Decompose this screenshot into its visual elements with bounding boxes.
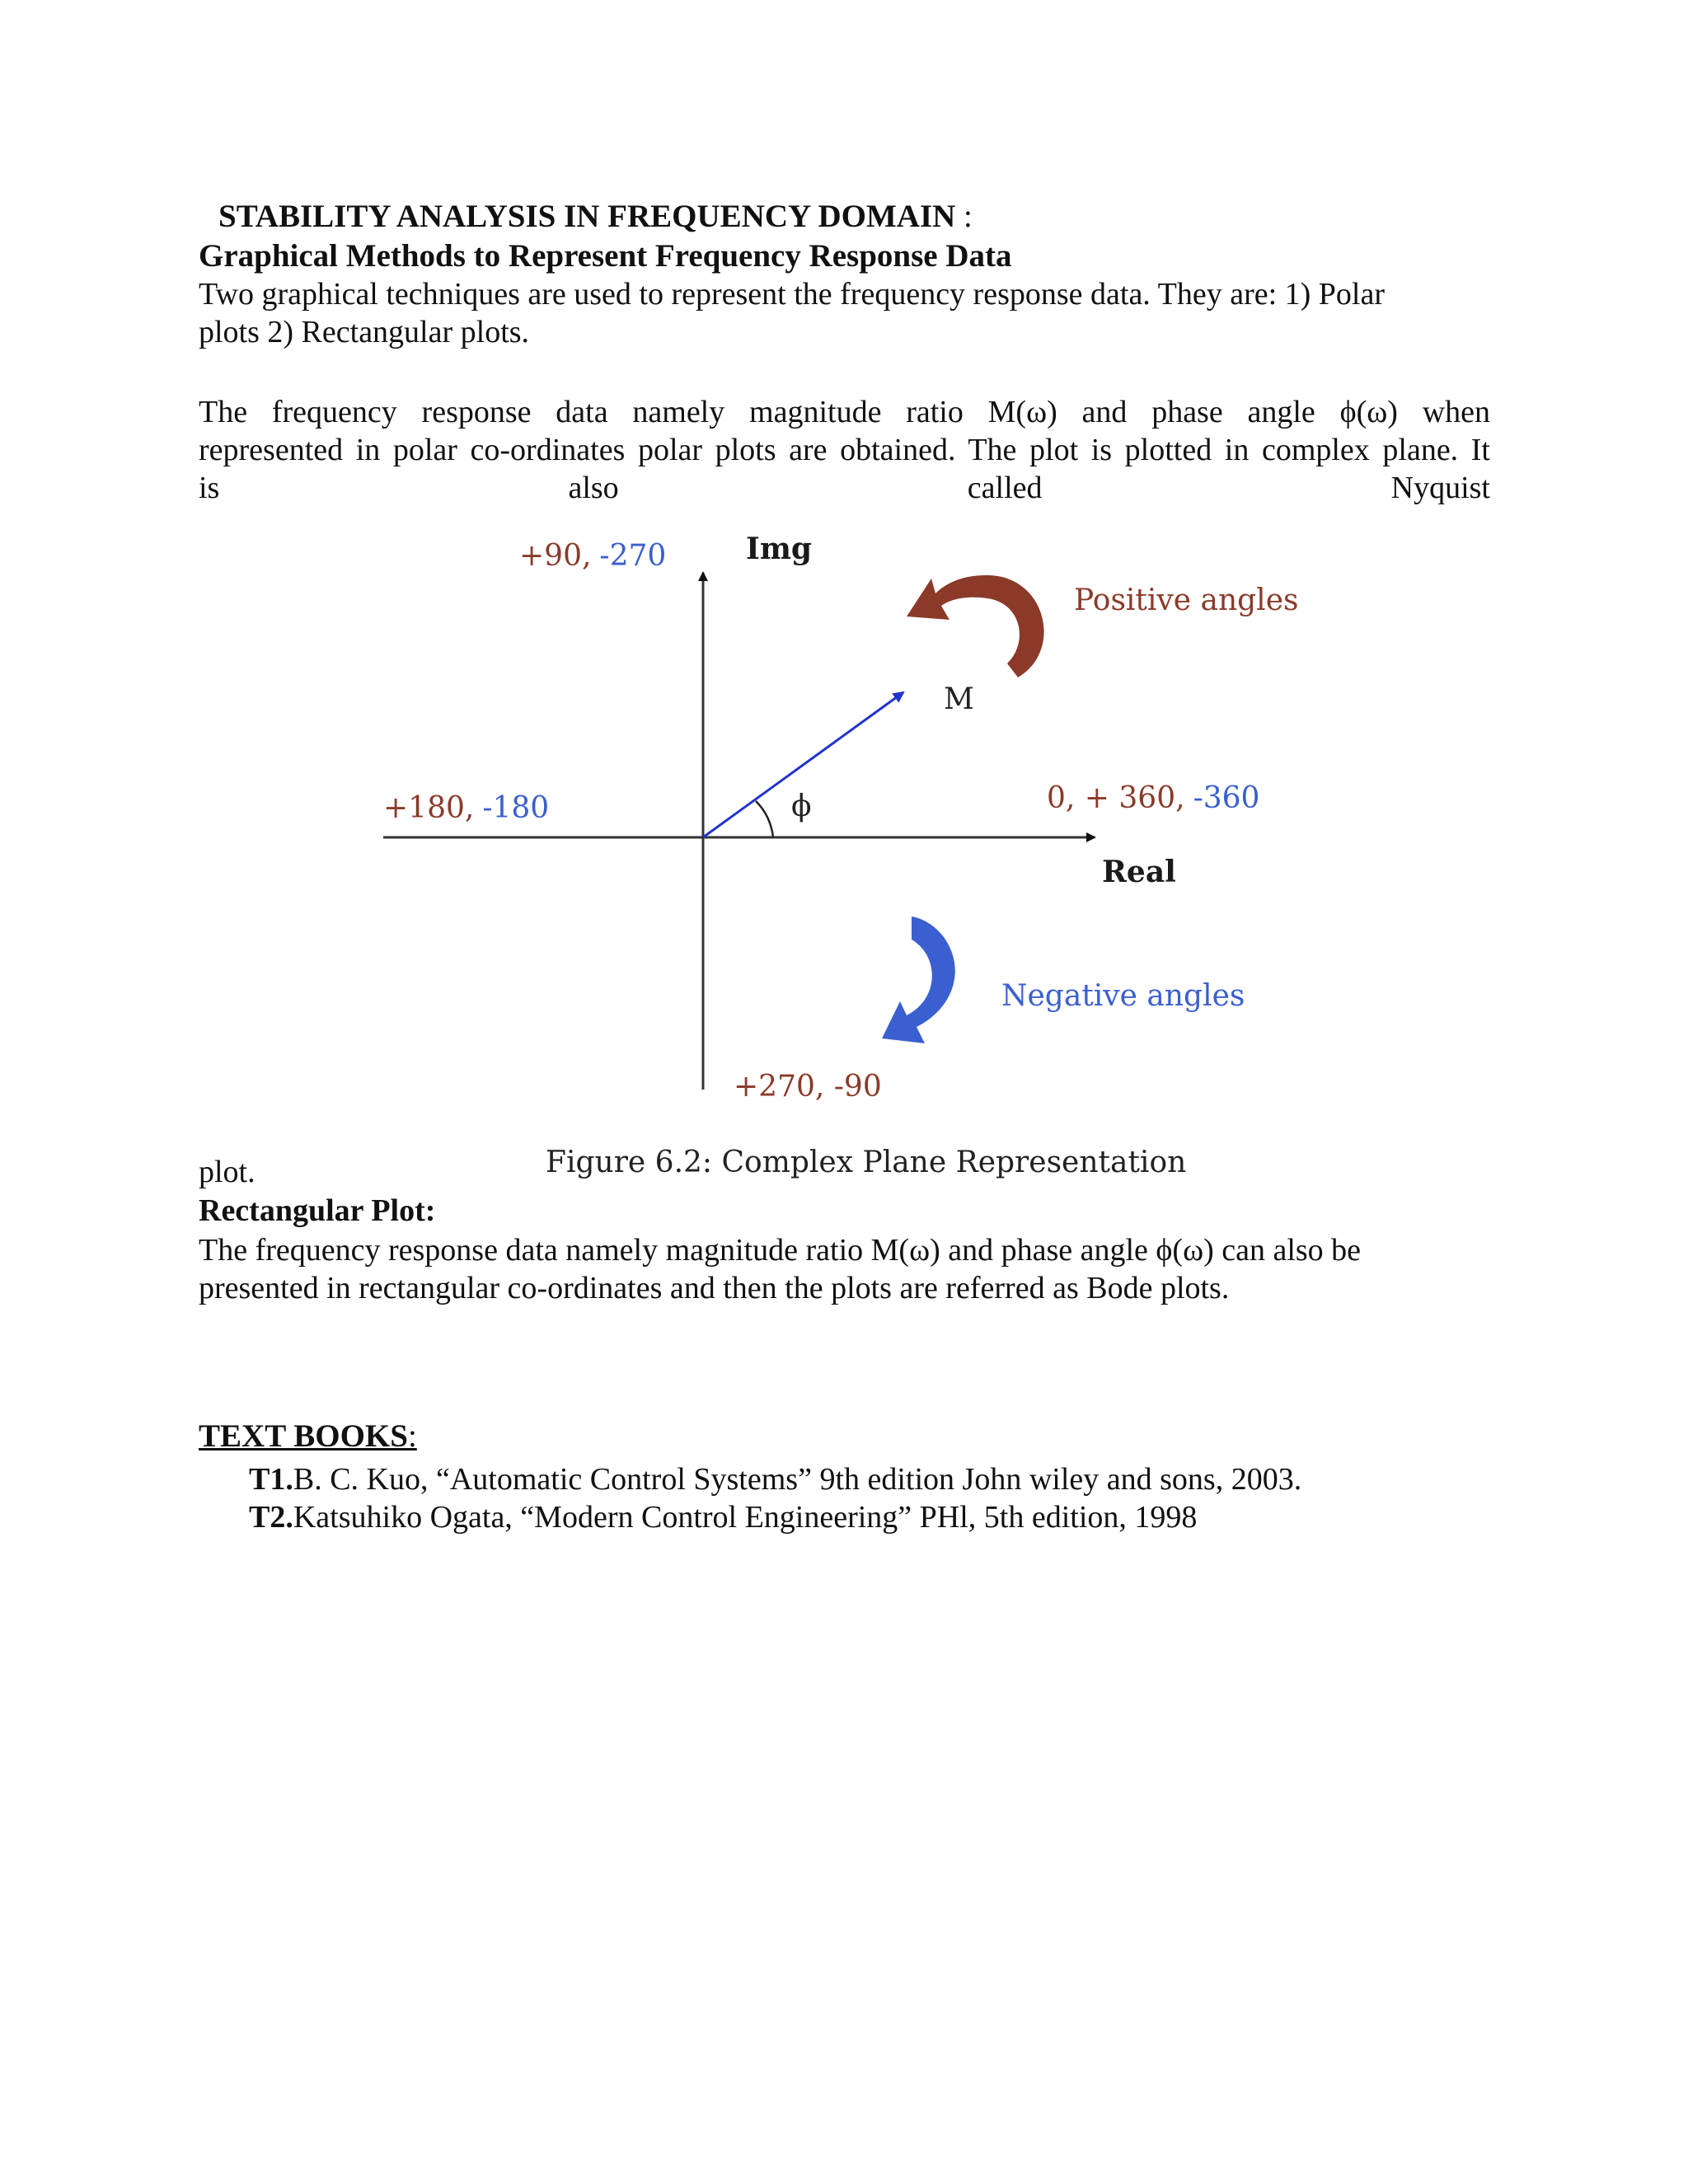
complex-plane-figure	[363, 527, 1311, 1203]
polar-word-is: is	[199, 471, 220, 505]
positive-angles-arrow-icon	[907, 575, 1044, 677]
positive-angles-label: Positive angles	[1074, 583, 1299, 617]
left-axis-label-blue: -180	[482, 791, 550, 825]
right-axis-label	[1047, 781, 1259, 815]
top-axis-label-blue: -270	[599, 539, 667, 573]
negative-angles-label: Negative angles	[1001, 979, 1245, 1013]
rectangular-line-1: The frequency response data namely magnitude ratio M(ω) and phase angle ϕ(ω) can also be	[199, 1233, 1362, 1268]
textbooks-heading-colon: :	[407, 1418, 417, 1454]
rectangular-line-2: presented in rectangular co-ordinates and then the plots are referred as Bode plots.	[199, 1271, 1230, 1305]
textbook-text: Katsuhiko Ogata, “Modern Control Engineering” PHl, 5th edition, 1998	[293, 1500, 1198, 1535]
polar-para-line-4: plot.	[199, 1155, 256, 1189]
right-axis-label-red: 0, + 360,	[1047, 781, 1185, 815]
figure-caption: Figure 6.2: Complex Plane Representation	[546, 1146, 1187, 1179]
intro-line-1: Two graphical techniques are used to represent the frequency response data. They are: 1) Polar	[199, 277, 1386, 312]
img-axis-label: Img	[746, 532, 813, 566]
page-heading-colon: :	[955, 199, 973, 234]
real-axis-label: Real	[1102, 855, 1176, 889]
polar-para-line-1: The frequency response data namely magnitude ratio M(ω) and phase angle ϕ(ω) when	[199, 395, 1490, 429]
polar-para-line-2: represented in polar co-ordinates polar plots are obtained. The plot is plotted in complex plane. It	[199, 433, 1490, 467]
bottom-axis-label: +270, -90	[734, 1070, 882, 1104]
vector-label: M	[944, 682, 974, 716]
polar-word-also: also	[568, 471, 619, 505]
page-heading	[218, 198, 973, 236]
polar-word-called: called	[967, 471, 1043, 505]
textbook-code: T2.	[249, 1500, 293, 1535]
section-subheading: Graphical Methods to Represent Frequency Response Data	[199, 238, 1012, 274]
polar-para-line-3	[199, 469, 1490, 507]
top-axis-label-red: +90,	[519, 539, 592, 573]
right-axis-label-blue: -360	[1193, 781, 1260, 815]
polar-word-nyquist: Nyquist	[1390, 471, 1490, 505]
angle-label: ϕ	[791, 790, 812, 823]
phase-angle-arc	[756, 801, 773, 837]
textbooks-heading	[199, 1418, 417, 1455]
textbooks-heading-text: TEXT BOOKS	[199, 1418, 408, 1454]
textbook-item	[249, 1460, 1301, 1498]
textbook-item	[249, 1498, 1197, 1536]
left-axis-label	[383, 791, 549, 825]
top-axis-label	[519, 539, 666, 573]
page-heading-text: STABILITY ANALYSIS IN FREQUENCY DOMAIN	[218, 199, 956, 234]
rectangular-heading: Rectangular Plot:	[199, 1193, 436, 1228]
textbook-code: T1.	[249, 1462, 293, 1497]
textbook-text: B. C. Kuo, “Automatic Control Systems” 9th edition John wiley and sons, 2003.	[293, 1462, 1302, 1497]
negative-angles-arrow-icon	[882, 916, 955, 1043]
left-axis-label-red: +180,	[383, 791, 475, 825]
intro-line-2: plots 2) Rectangular plots.	[199, 315, 530, 349]
